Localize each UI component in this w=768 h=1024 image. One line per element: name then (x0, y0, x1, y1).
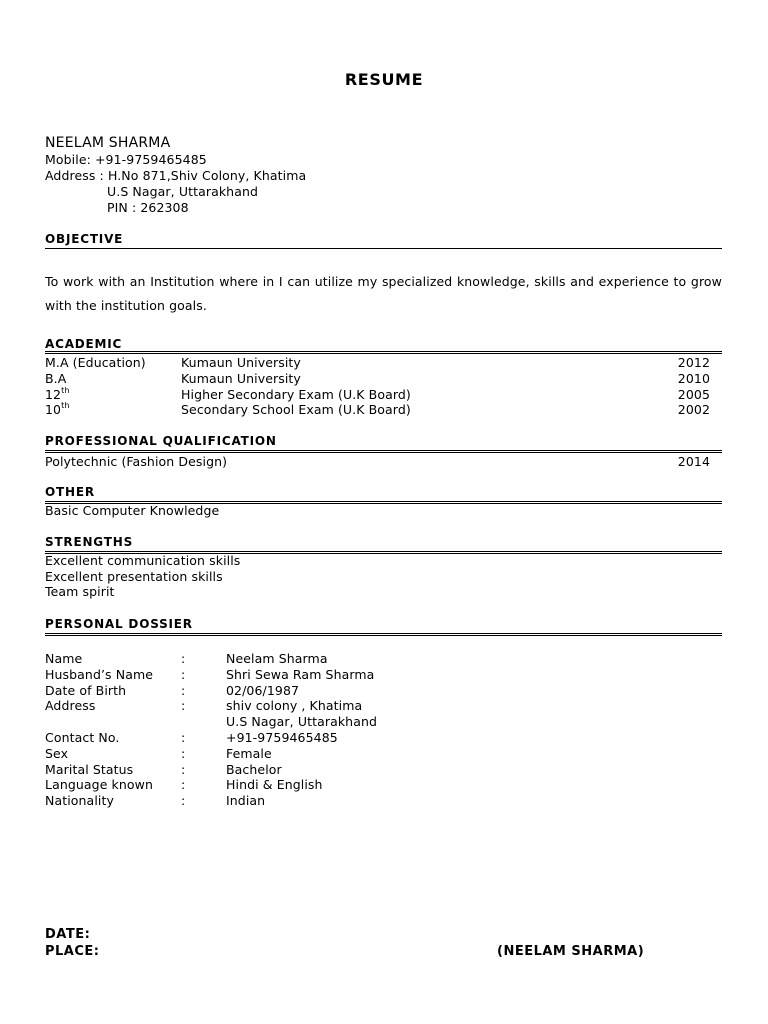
professional-year: 2014 (677, 454, 710, 469)
dossier-value: 02/06/1987 (226, 682, 300, 698)
place-label: PLACE: (45, 944, 100, 959)
academic-year: 2002 (677, 402, 710, 417)
dossier-key: Nationality (45, 793, 114, 809)
dossier-colon: : (181, 698, 186, 714)
academic-institution: Kumaun University (181, 355, 301, 370)
dossier-key: Sex (45, 745, 69, 761)
dossier-row (45, 651, 545, 667)
professional-row (45, 454, 710, 470)
dossier-row (45, 793, 545, 809)
address-pin: PIN : 262308 (107, 200, 189, 215)
academic-row (45, 402, 710, 418)
strength-item: Excellent presentation skills (45, 569, 223, 584)
other-item: Basic Computer Knowledge (45, 503, 220, 518)
dossier-colon: : (181, 761, 186, 777)
objective-heading: OBJECTIVE (45, 232, 124, 246)
dossier-colon: : (181, 745, 186, 761)
dossier-key: Husband’s Name (45, 666, 154, 682)
date-label: DATE: (45, 927, 91, 942)
dossier-value: U.S Nagar, Uttarakhand (226, 714, 378, 730)
dossier-rule (45, 633, 722, 636)
dossier-colon: : (181, 793, 186, 809)
academic-degree: B.A (45, 371, 67, 386)
dossier-colon: : (181, 651, 186, 666)
dossier-key: Marital Status (45, 761, 134, 777)
dossier-value: Female (226, 745, 272, 761)
academic-heading: ACADEMIC (45, 337, 123, 351)
strengths-heading: STRENGTHS (45, 535, 134, 549)
dossier-row (45, 683, 545, 699)
professional-item: Polytechnic (Fashion Design) (45, 454, 228, 469)
mobile-line: Mobile: +91-9759465485 (45, 152, 207, 167)
dossier-row (45, 667, 545, 683)
dossier-heading: PERSONAL DOSSIER (45, 617, 193, 631)
academic-year: 2010 (677, 371, 710, 386)
dossier-row (45, 746, 545, 762)
objective-text: To work with an Institution where in I can utilize my specialized knowledge, skills and experience to grow with the institution goals. (45, 274, 722, 313)
dossier-row (45, 714, 545, 730)
academic-rule (45, 351, 722, 354)
academic-institution: Secondary School Exam (U.K Board) (181, 402, 411, 417)
dossier-value: Neelam Sharma (226, 651, 328, 666)
dossier-row (45, 698, 545, 714)
dossier-value: Shri Sewa Ram Sharma (226, 666, 375, 682)
dossier-colon: : (181, 666, 186, 682)
professional-rule (45, 450, 722, 453)
candidate-name: NEELAM SHARMA (45, 135, 171, 151)
dossier-colon: : (181, 682, 186, 698)
dossier-key: Contact No. (45, 730, 120, 745)
other-heading: OTHER (45, 485, 95, 499)
dossier-value: +91-9759465485 (226, 730, 338, 745)
page-title: RESUME (344, 70, 424, 89)
address-line-1: Address : H.No 871,Shiv Colony, Khatima (45, 168, 307, 183)
academic-row (45, 355, 710, 371)
objective-rule (45, 248, 722, 249)
academic-degree: M.A (Education) (45, 355, 146, 370)
academic-degree: 12th (45, 386, 70, 402)
strength-item: Excellent communication skills (45, 553, 241, 568)
address-line-2: U.S Nagar, Uttarakhand (107, 184, 259, 199)
dossier-value: shiv colony , Khatima (226, 698, 363, 714)
strength-item: Team spirit (45, 584, 115, 599)
academic-institution: Kumaun University (181, 371, 301, 386)
academic-row (45, 387, 710, 403)
dossier-key: Name (45, 651, 83, 666)
dossier-row (45, 777, 545, 793)
dossier-key: Date of Birth (45, 682, 127, 698)
dossier-row (45, 730, 545, 746)
dossier-key: Language known (45, 777, 154, 793)
professional-heading: PROFESSIONAL QUALIFICATION (45, 434, 277, 448)
dossier-value: Hindi & English (226, 777, 323, 793)
academic-year: 2012 (677, 355, 710, 370)
academic-institution: Higher Secondary Exam (U.K Board) (181, 387, 411, 402)
academic-degree: 10th (45, 401, 70, 417)
dossier-colon: : (181, 777, 186, 793)
signature: (NEELAM SHARMA) (497, 944, 645, 959)
academic-row (45, 371, 710, 387)
dossier-key: Address (45, 698, 96, 714)
academic-year: 2005 (677, 387, 710, 402)
dossier-value: Bachelor (226, 761, 282, 777)
dossier-value: Indian (226, 793, 266, 809)
dossier-colon: : (181, 730, 186, 745)
dossier-row (45, 762, 545, 778)
